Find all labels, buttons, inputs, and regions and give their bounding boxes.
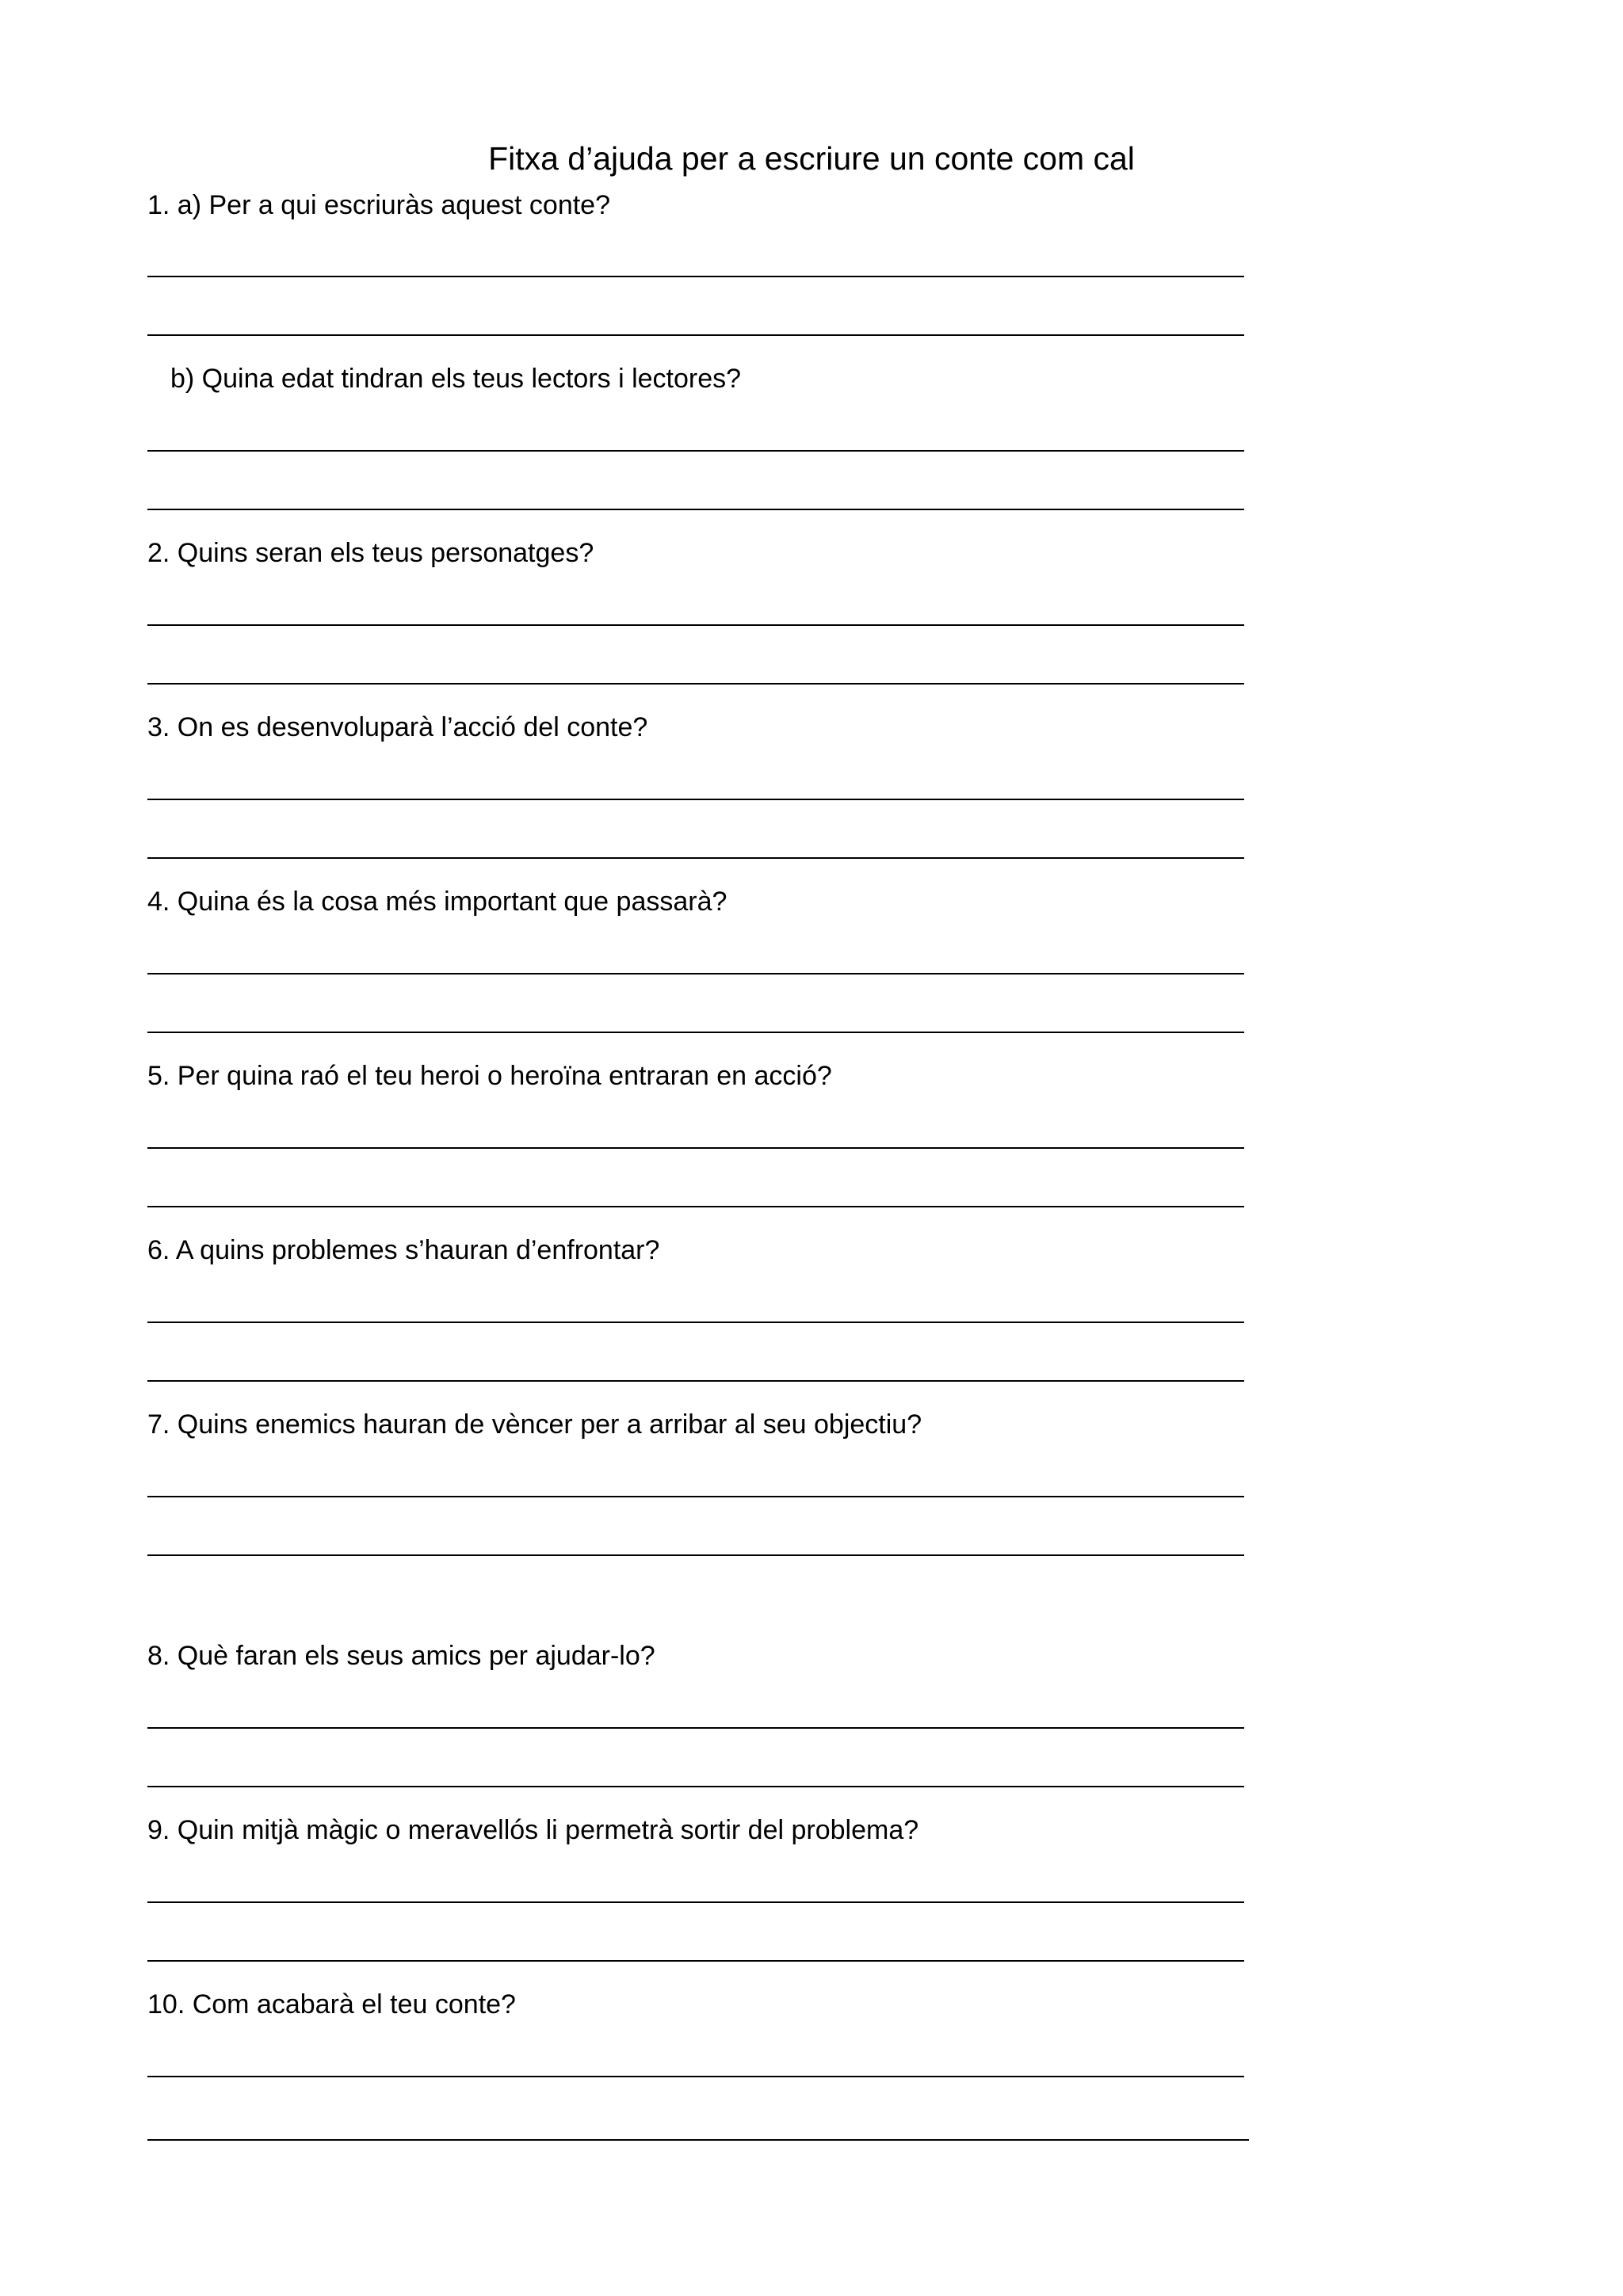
answer-line-9-1[interactable]	[147, 1901, 1244, 1903]
answer-line-1b-2[interactable]	[147, 509, 1244, 510]
page-title: Fitxa d’ajuda per a escriure un conte com cal	[488, 140, 1135, 177]
answer-line-7-2[interactable]	[147, 1554, 1244, 1556]
answer-line-3-2[interactable]	[147, 857, 1244, 859]
question-2: 2. Quins seran els teus personatges?	[147, 538, 594, 568]
answer-line-4-2[interactable]	[147, 1032, 1244, 1033]
question-4: 4. Quina és la cosa més important que passarà?	[147, 887, 727, 917]
answer-line-5-2[interactable]	[147, 1206, 1244, 1207]
answer-line-9-2[interactable]	[147, 1960, 1244, 1962]
answer-line-4-1[interactable]	[147, 973, 1244, 974]
answer-line-1a-1[interactable]	[147, 276, 1244, 277]
answer-line-10-1[interactable]	[147, 2076, 1244, 2077]
question-10: 10. Com acabarà el teu conte?	[147, 1989, 516, 2019]
answer-line-1b-1[interactable]	[147, 450, 1244, 452]
question-3: 3. On es desenvoluparà l’acció del conte?	[147, 712, 648, 742]
answer-line-10-2[interactable]	[147, 2139, 1249, 2141]
answer-line-2-1[interactable]	[147, 624, 1244, 626]
answer-line-1a-2[interactable]	[147, 334, 1244, 336]
answer-line-5-1[interactable]	[147, 1147, 1244, 1149]
answer-line-3-1[interactable]	[147, 799, 1244, 800]
answer-line-6-1[interactable]	[147, 1322, 1244, 1323]
answer-line-8-1[interactable]	[147, 1727, 1244, 1729]
question-1a: 1. a) Per a qui escriuràs aquest conte?	[147, 190, 610, 220]
answer-line-2-2[interactable]	[147, 683, 1244, 685]
question-1b: b) Quina edat tindran els teus lectors i lectores?	[170, 364, 742, 394]
answer-line-6-2[interactable]	[147, 1380, 1244, 1382]
question-7: 7. Quins enemics hauran de vèncer per a arribar al seu objectiu?	[147, 1409, 922, 1440]
question-8: 8. Què faran els seus amics per ajudar-lo?	[147, 1641, 655, 1671]
question-9: 9. Quin mitjà màgic o meravellós li permetrà sortir del problema?	[147, 1815, 919, 1845]
answer-line-8-2[interactable]	[147, 1786, 1244, 1787]
answer-line-7-1[interactable]	[147, 1496, 1244, 1497]
question-5: 5. Per quina raó el teu heroi o heroïna entraran en acció?	[147, 1061, 832, 1091]
question-6: 6. A quins problemes s’hauran d’enfrontar?	[147, 1235, 660, 1265]
